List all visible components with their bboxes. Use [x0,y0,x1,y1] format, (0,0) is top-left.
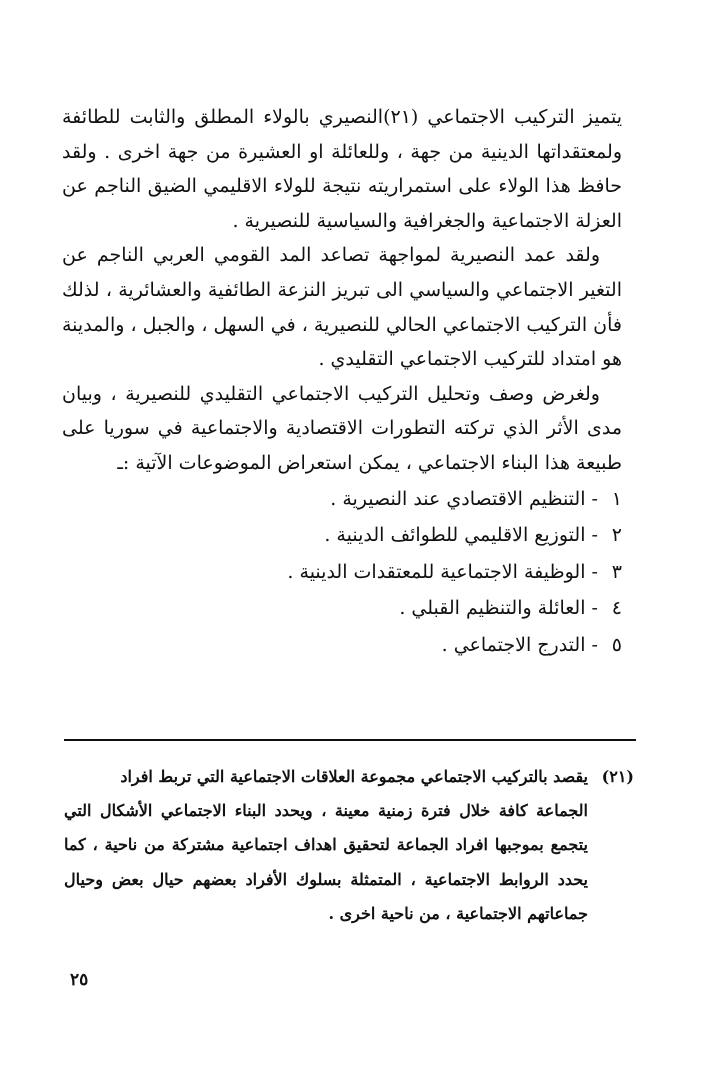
list-item-text: التوزيع الاقليمي للطوائف الدينية . [324,524,586,547]
footnote-number: (٢١) [601,767,634,786]
list-item-text: العائلة والتنظيم القبلي . [399,597,586,620]
list-item-number: ٣ [611,560,622,583]
list-item-number: ٥ [611,633,622,656]
paragraph-1: يتميز التركيب الاجتماعي (٢١)النصيري بالولاء المطلق والثابت للطائفة ولمعتقداتها الدينية من جهة ، وللعائلة او العشيرة من جهة اخرى . ولقد حافظ هذا الولاء على استمراريته نتيجة للولاء الاقليمي الضيق الناجم عن العزلة الاجتماعية والجغرافية والسياسية للنصيرية . [62,106,622,232]
list-dash: - [591,524,598,547]
list-item [62,517,622,554]
list-dash: - [591,487,598,510]
list-item-number: ٤ [611,597,622,620]
page-number: ٢٥ [70,970,89,990]
footnote-divider [64,739,636,741]
list-dash: - [591,597,598,620]
topics-list [62,481,622,664]
list-dash: - [591,633,598,656]
list-item [62,554,622,591]
footnote [64,760,634,931]
list-item-number: ١ [611,487,622,510]
list-item [62,590,622,627]
list-item-text: التدرج الاجتماعي . [441,633,586,656]
list-item [62,627,622,664]
list-item [62,481,622,518]
list-dash: - [591,560,598,583]
footnote-text: الجماعة كافة خلال فترة زمنية معينة ، ويحدد البناء الاجتماعي الأشكال التي يتجمع بموجبها افراد الجماعة لتحقيق اهداف اجتماعية مشتركة من ناحية ، كما يحدد الروابط الاجتماعية ، المتمثلة بسلوك الأفراد بعضهم حيال بعض وحيال جماعاتهم الاجتماعية ، من ناحية اخرى . [64,801,588,923]
list-item-text: التنظيم الاقتصادي عند النصيرية . [330,487,586,510]
list-item-text: الوظيفة الاجتماعية للمعتقدات الدينية . [287,560,586,583]
paragraph-2: ولقد عمد النصيرية لمواجهة تصاعد المد القومي العربي الناجم عن التغير الاجتماعي والسياسي الى تبريز النزعة الطائفية والعشائرية ، لذلك فأن التركيب الاجتماعي الحالي للنصيرية ، في السهل ، والجبل ، والمدينة هو امتداد للتركيب الاجتماعي التقليدي . [62,244,622,371]
main-text [62,100,622,663]
footnote-first-line [64,760,634,794]
list-item-number: ٢ [611,524,622,547]
footnote-first-text: يقصد بالتركيب الاجتماعي مجموعة العلاقات الاجتماعية التي تربط افراد [120,767,588,786]
paragraph-3: ولغرض وصف وتحليل التركيب الاجتماعي التقليدي للنصيرية ، وبيان مدى الأثر الذي تركته التطورات الاقتصادية والاجتماعية في سوريا على طبيعة هذا البناء الاجتماعي ، يمكن استعراض الموضوعات الآتية :ـ [62,382,622,474]
